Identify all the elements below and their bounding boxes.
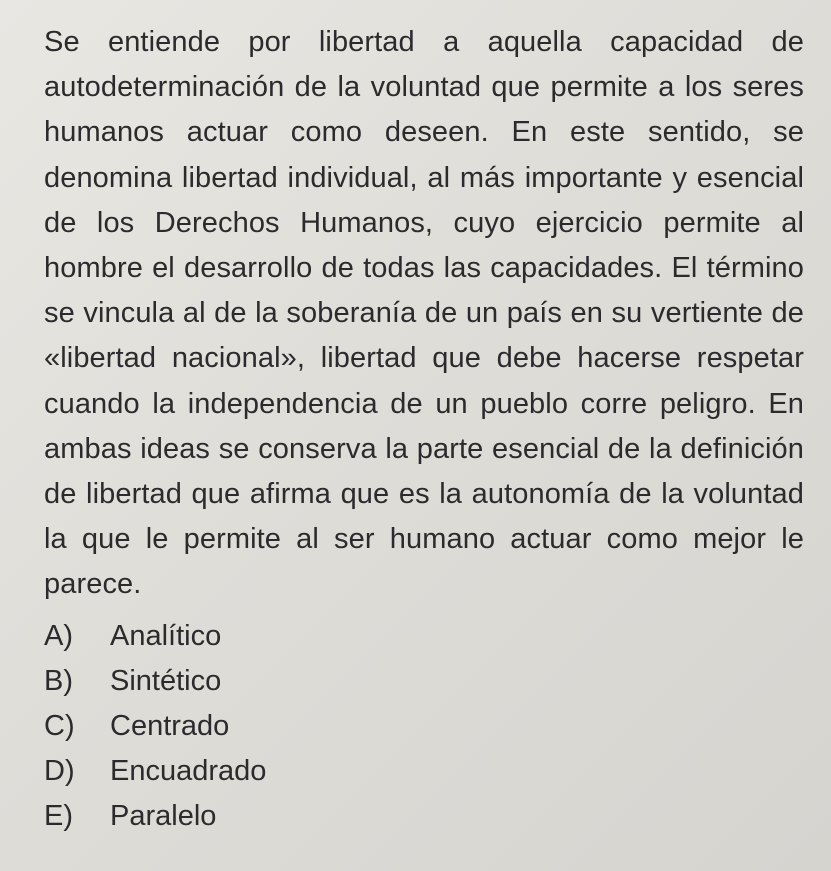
- option-b[interactable]: [44, 659, 804, 704]
- option-text: Sintético: [110, 664, 222, 697]
- option-text: Analítico: [110, 619, 222, 652]
- option-letter: E): [44, 799, 73, 832]
- question-paragraph: Se entiende por libertad a aquella capacidad de autodeterminación de la voluntad que permite a los seres humanos actuar como deseen. En este sentido, se denomina libertad individual, al más importante y esencial de los Derechos Humanos, cuyo ejercicio permite al hombre el desarrollo de todas las capacidades. El término se vincula al de la soberanía de un país en su vertiente de «libertad nacional», libertad que debe hacerse respetar cuando la independencia de un pueblo corre peligro. En ambas ideas se conserva la parte esencial de la definición de libertad que afirma que es la autonomía de la voluntad la que le permite al ser humano actuar como mejor le parece.: [44, 26, 804, 601]
- option-a[interactable]: [44, 614, 804, 659]
- option-text: Paralelo: [110, 799, 217, 832]
- option-text: Centrado: [110, 709, 230, 742]
- option-letter: A): [44, 619, 73, 652]
- question-card: [44, 20, 804, 839]
- option-letter: B): [44, 664, 73, 697]
- option-letter: C): [44, 709, 75, 742]
- option-text: Encuadrado: [110, 754, 267, 787]
- answer-options-list: [44, 614, 804, 839]
- option-e[interactable]: [44, 794, 804, 839]
- option-d[interactable]: [44, 749, 804, 794]
- option-letter: D): [44, 754, 75, 787]
- option-c[interactable]: [44, 704, 804, 749]
